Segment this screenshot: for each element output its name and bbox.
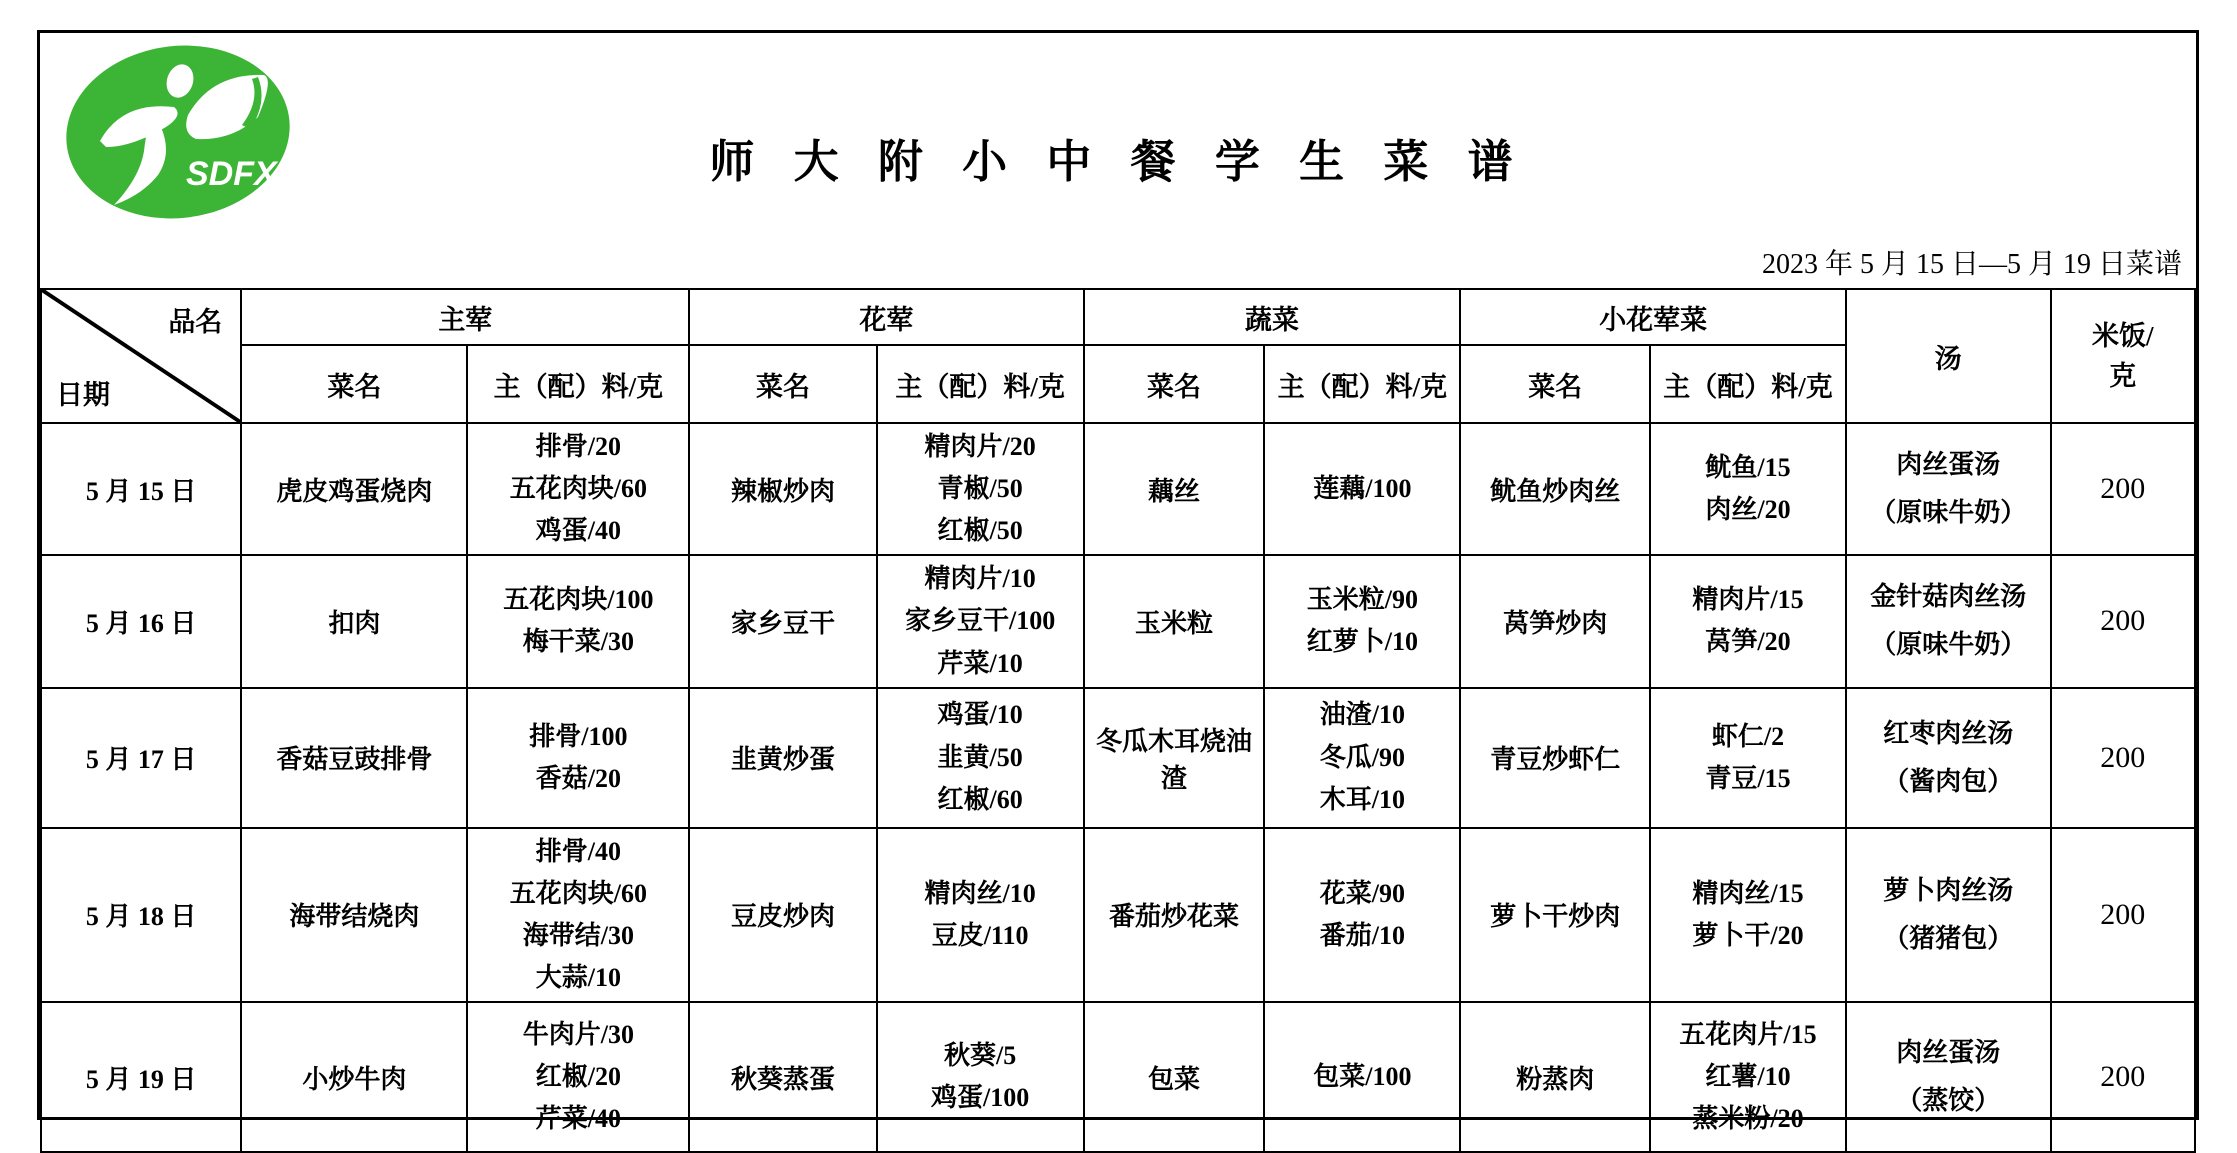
mixed-dish-ingredients: 精肉丝/10 豆皮/110: [877, 828, 1084, 1002]
veg-dish-name: 番茄炒花菜: [1084, 828, 1265, 1002]
date-cell: 5 月 19 日: [41, 1002, 241, 1152]
sheet-header: [40, 33, 2196, 288]
main-dish-ingredients: 排骨/100 香菇/20: [467, 688, 689, 828]
main-dish-name: 香菇豆豉排骨: [241, 688, 467, 828]
small-dish-ingredients: 鱿鱼/15 肉丝/20: [1650, 423, 1846, 555]
main-dish-name: 虎皮鸡蛋烧肉: [241, 423, 467, 555]
page-title: 师 大 附 小 中 餐 学 生 菜 谱: [709, 137, 1527, 187]
soup-cell: 肉丝蛋汤 （蒸饺）: [1846, 1002, 2051, 1152]
mixed-dish-ingredients: 精肉片/10 家乡豆干/100 芹菜/10: [877, 555, 1084, 687]
menu-row-may19: [41, 1002, 2195, 1152]
date-cell: 5 月 17 日: [41, 688, 241, 828]
small-dish-name: 青豆炒虾仁: [1460, 688, 1650, 828]
mixed-dish-name: 秋葵蒸蛋: [689, 1002, 876, 1152]
soup-header: 汤: [1846, 289, 2051, 423]
main-dish-name: 小炒牛肉: [241, 1002, 467, 1152]
main-dish-name: 扣肉: [241, 555, 467, 687]
group-header-mixed-meat: 花荤: [689, 289, 1083, 345]
veg-dish-ingredients: 油渣/10 冬瓜/90 木耳/10: [1264, 688, 1460, 828]
group-header-main-meat: 主荤: [241, 289, 689, 345]
main-dish-ingredients: 排骨/20 五花肉块/60 鸡蛋/40: [467, 423, 689, 555]
soup-cell: 红枣肉丝汤 （酱肉包）: [1846, 688, 2051, 828]
small-dish-name: 鱿鱼炒肉丝: [1460, 423, 1650, 555]
mixed-dish-name: 家乡豆干: [689, 555, 876, 687]
rice-cell: 200: [2051, 688, 2195, 828]
veg-dish-name: 冬瓜木耳烧油渣: [1084, 688, 1265, 828]
rice-cell: 200: [2051, 423, 2195, 555]
main-dish-ingredients: 牛肉片/30 红椒/20 芹菜/40: [467, 1002, 689, 1152]
soup-cell: 萝卜肉丝汤 （猪猪包）: [1846, 828, 2051, 1002]
veg-dish-name-header: 菜名: [1084, 345, 1265, 423]
main-ingredient-header: 主（配）料/克: [467, 345, 689, 423]
main-dish-name-header: 菜名: [241, 345, 467, 423]
menu-row-may15: [41, 423, 2195, 555]
rice-cell: 200: [2051, 828, 2195, 1002]
group-header-small-mixed: 小花荤菜: [1460, 289, 1846, 345]
menu-sheet: [37, 30, 2199, 1134]
mixed-dish-name: 辣椒炒肉: [689, 423, 876, 555]
main-dish-ingredients: 排骨/40 五花肉块/60 海带结/30 大蒜/10: [467, 828, 689, 1002]
small-dish-ingredients: 虾仁/2 青豆/15: [1650, 688, 1846, 828]
mixed-dish-name: 韭黄炒蛋: [689, 688, 876, 828]
corner-label-product: 品名: [168, 307, 223, 337]
mixed-dish-ingredients: 鸡蛋/10 韭黄/50 红椒/60: [877, 688, 1084, 828]
small-dish-name: 萝卜干炒肉: [1460, 828, 1650, 1002]
date-cell: 5 月 16 日: [41, 555, 241, 687]
corner-label-date: 日期: [56, 380, 110, 410]
mixed-dish-name: 豆皮炒肉: [689, 828, 876, 1002]
main-dish-name: 海带结烧肉: [241, 828, 467, 1002]
mixed-dish-ingredients: 精肉片/20 青椒/50 红椒/50: [877, 423, 1084, 555]
corner-header-cell: [41, 289, 241, 423]
menu-table: [40, 288, 2196, 1153]
mixed-dish-name-header: 菜名: [689, 345, 876, 423]
veg-dish-name: 包菜: [1084, 1002, 1265, 1152]
veg-dish-ingredients: 莲藕/100: [1264, 423, 1460, 555]
date-cell: 5 月 18 日: [41, 828, 241, 1002]
veg-dish-ingredients: 包菜/100: [1264, 1002, 1460, 1152]
mixed-ingredient-header: 主（配）料/克: [877, 345, 1084, 423]
date-cell: 5 月 15 日: [41, 423, 241, 555]
veg-dish-ingredients: 花菜/90 番茄/10: [1264, 828, 1460, 1002]
veg-dish-name: 藕丝: [1084, 423, 1265, 555]
main-dish-ingredients: 五花肉块/100 梅干菜/30: [467, 555, 689, 687]
rice-header: 米饭/ 克: [2051, 289, 2195, 423]
soup-cell: 肉丝蛋汤 （原味牛奶）: [1846, 423, 2051, 555]
small-dish-ingredients: 五花肉片/15 红薯/10 蒸米粉/20: [1650, 1002, 1846, 1152]
small-dish-ingredients: 精肉片/15 莴笋/20: [1650, 555, 1846, 687]
small-dish-ingredients: 精肉丝/15 萝卜干/20: [1650, 828, 1846, 1002]
logo-text: SDFX: [186, 155, 277, 193]
mixed-dish-ingredients: 秋葵/5 鸡蛋/100: [877, 1002, 1084, 1152]
veg-dish-ingredients: 玉米粒/90 红萝卜/10: [1264, 555, 1460, 687]
date-range-note: 2023 年 5 月 15 日—5 月 19 日菜谱: [1761, 249, 2182, 280]
menu-row-may16: [41, 555, 2195, 687]
small-dish-name-header: 菜名: [1460, 345, 1650, 423]
small-dish-name: 粉蒸肉: [1460, 1002, 1650, 1152]
menu-row-may18: [41, 828, 2195, 1002]
group-header-vegetable: 蔬菜: [1084, 289, 1461, 345]
veg-dish-name: 玉米粒: [1084, 555, 1265, 687]
small-dish-name: 莴笋炒肉: [1460, 555, 1650, 687]
small-ingredient-header: 主（配）料/克: [1650, 345, 1846, 423]
rice-cell: 200: [2051, 1002, 2195, 1152]
group-header-row: [41, 289, 2195, 345]
menu-row-may17: [41, 688, 2195, 828]
rice-cell: 200: [2051, 555, 2195, 687]
veg-ingredient-header: 主（配）料/克: [1264, 345, 1460, 423]
soup-cell: 金针菇肉丝汤 （原味牛奶）: [1846, 555, 2051, 687]
